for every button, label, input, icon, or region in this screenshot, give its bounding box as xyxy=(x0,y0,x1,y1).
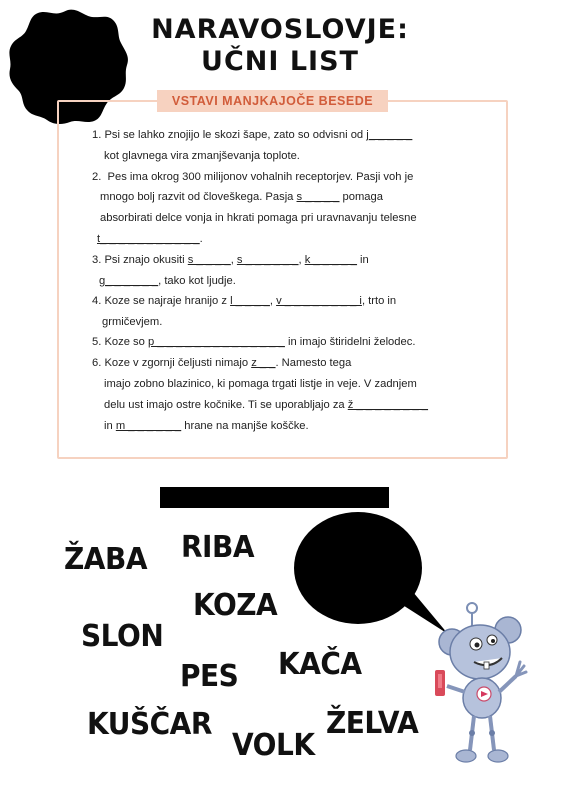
exercise-line-8: g_ _ _ _ _ _, tako kot ljudje. xyxy=(99,275,236,287)
exercise-line-14: delu ust imajo ostre kočnike. Ti se uporabljajo za ž _ _ _ _ _ _ _ _ xyxy=(104,399,429,411)
exercise-line-2: kot glavnega vira zmanjševanja toplote. xyxy=(104,150,300,162)
section-label: VSTAVI MANJKAJOČE BESEDE xyxy=(157,90,388,112)
exercise-line-11: 5. Koze so p _ _ _ _ _ _ _ _ _ _ _ _ _ _ in imajo štiridelni želodec. xyxy=(92,336,416,348)
page-title-line1: NARAVOSLOVJE: xyxy=(151,14,409,45)
word-zelva: ŽELVA xyxy=(326,704,419,741)
exercise-line-4: mnogo bolj razvit od človeškega. Pasja s _ _ _ _ pomaga xyxy=(100,191,383,203)
exercise-line-15: in m _ _ _ _ _ _ hrane na manjše koščke. xyxy=(104,420,309,432)
exercise-line-12: 6. Koze v zgornji čeljusti nimajo z _ _. Namesto tega xyxy=(92,357,352,369)
word-riba: RIBA xyxy=(181,528,254,565)
word-slon: SLON xyxy=(81,617,164,654)
exercise-line-3: 2. Pes ima okrog 300 milijonov vohalnih receptorjev. Pasji voh je xyxy=(92,171,414,183)
black-bar xyxy=(160,487,389,508)
speech-bubble xyxy=(290,506,450,636)
exercise-line-1: 1. Psi se lahko znojijo le skozi šape, zato so odvisni od j_ _ _ _ _ xyxy=(92,129,413,141)
page-title-line2: UČNI LIST xyxy=(201,46,359,77)
word-kaca: KAČA xyxy=(278,645,362,682)
exercise-line-5: absorbirati delce vonja in hkrati pomaga pri uravnavanju telesne xyxy=(100,212,417,224)
word-volk: VOLK xyxy=(232,726,315,763)
exercise-line-13: imajo zobno blazinico, ki pomaga trgati listje in veje. V zadnjem xyxy=(104,378,417,390)
exercise-line-10: grmičevjem. xyxy=(102,316,163,328)
exercise-line-6: t_ _ _ _ _ _ _ _ _ _ _. xyxy=(97,233,203,245)
exercise-line-9: 4. Koze se najraje hranijo z l _ _ _ _, v _ _ _ _ _ _ _ _ i, trto in xyxy=(92,295,397,307)
word-kuscar: KUŠČAR xyxy=(87,705,212,742)
word-zaba: ŽABA xyxy=(64,540,147,577)
word-pes: PES xyxy=(180,657,239,694)
exercise-line-7: 3. Psi znajo okusiti s _ _ _ _, s _ _ _ _ _ _, k _ _ _ _ _ in xyxy=(92,254,369,266)
robot-mouse-illustration xyxy=(432,600,532,770)
word-koza: KOZA xyxy=(193,586,278,623)
